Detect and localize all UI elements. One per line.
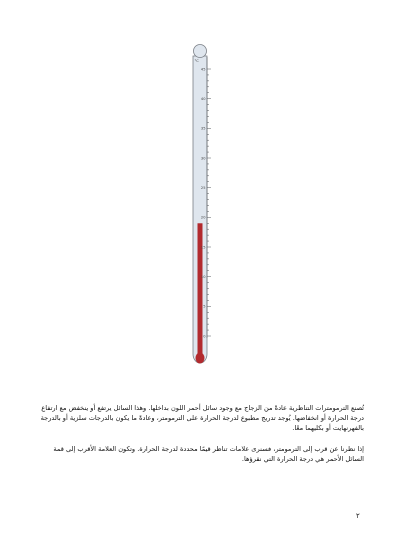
thermometer <box>170 40 230 380</box>
thermometer-liquid-column <box>198 223 206 356</box>
scale-label: 40 <box>200 96 206 101</box>
scale-label: 5 <box>203 304 206 309</box>
paragraph-reading-the-scale: إذا نظرنا عن قرب إلى الترمومتر، فسنرى علامات تناظر قيمًا محددة لدرجة الحرارة. وتكون العلامة الأقرب إلى قمة السائل الأحمر هي درجة الحرارة التي نقرؤها. <box>53 444 364 463</box>
scale-label: 0 <box>203 334 206 339</box>
scale-label: 35 <box>200 126 206 131</box>
thermometer-top-loop <box>194 45 207 58</box>
scale-label: 45 <box>200 67 206 72</box>
thermometer-bulb <box>196 353 205 364</box>
scale-label: 30 <box>200 156 206 161</box>
page-number: ٢ <box>356 512 360 520</box>
paragraph-analog-thermometers: تُصنع الترمومترات التناظرية عادةً من الزجاج مع وجود سائل أحمر اللون بداخلها. وهذا السائل يرتفع أو ينخفض مع ارتفاع درجة الحرارة أو انخفاضها. يُوجد تدريج مطبوع لدرجة الحرارة على الترمومتر، وعادةً ما يكون بالدرجات سلزية أو بالدرجة بالفهرنهايت أو بكليهما معًا. <box>40 403 364 432</box>
unit-label: °C <box>194 59 199 63</box>
scale-ticks <box>207 69 211 336</box>
scale-label: 10 <box>200 274 206 279</box>
scale-label: 15 <box>200 245 206 250</box>
scale-label: 20 <box>200 215 206 220</box>
scale-label: 25 <box>200 185 206 190</box>
